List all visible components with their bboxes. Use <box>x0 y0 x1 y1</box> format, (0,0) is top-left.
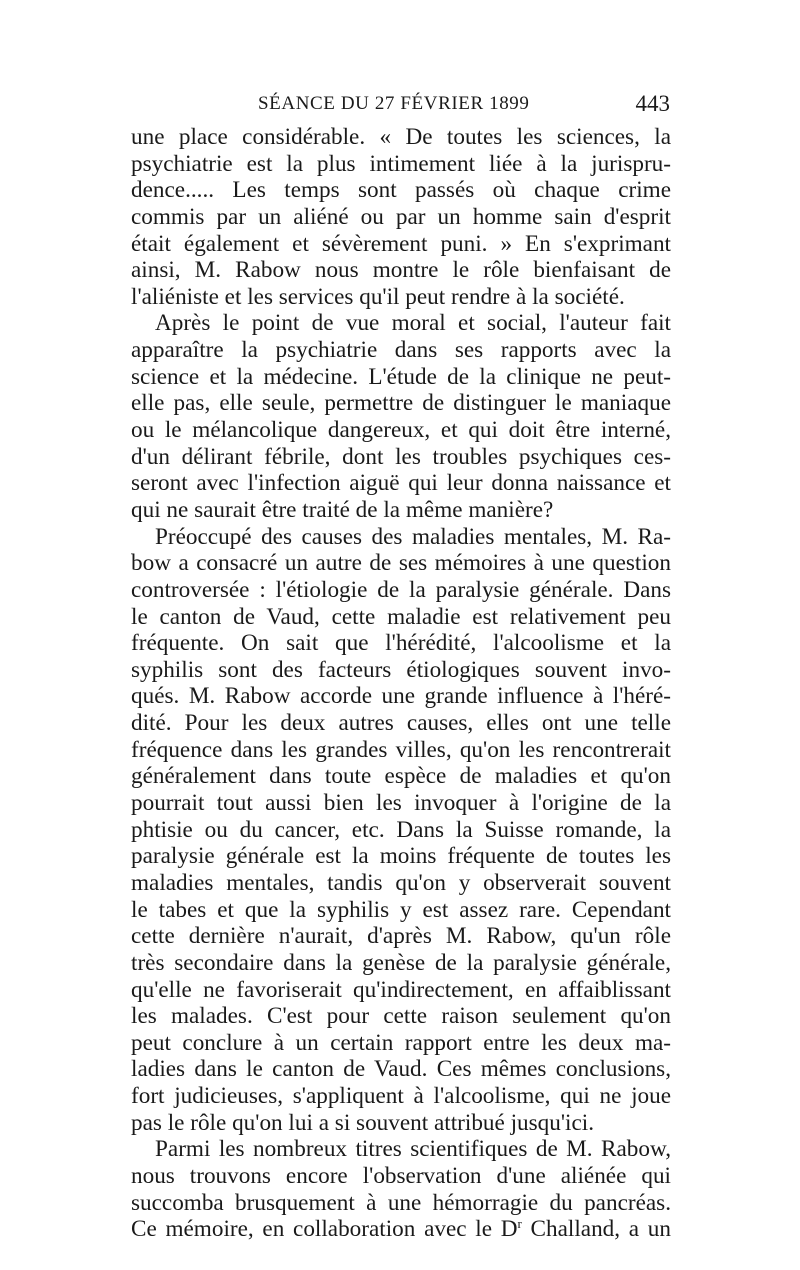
text-segment: Challand, a un <box>521 1216 671 1243</box>
body-text <box>131 124 671 1243</box>
text-line: était également et sévèrement puni. » En s'exprimant <box>131 230 671 257</box>
text-line: le tabes et que la syphilis y est assez rare. Cependant <box>131 896 671 923</box>
page-header <box>258 93 670 121</box>
text-line: dence..... Les temps sont passés où chaque crime <box>131 177 671 204</box>
text-line: qui ne saurait être traité de la même manière? <box>131 496 554 523</box>
text-line: succomba brusquement à une hémorragie du pancréas. <box>131 1189 671 1216</box>
text-line: apparaître la psychiatrie dans ses rapports avec la <box>131 337 671 364</box>
page-number: 443 <box>635 91 670 116</box>
text-line: controversée : l'étiologie de la paralysie générale. Dans <box>131 576 671 603</box>
text-line: l'aliéniste et les services qu'il peut rendre à la société. <box>131 283 625 310</box>
text-line: pas le rôle qu'on lui a si souvent attribué jusqu'ici. <box>131 1109 595 1136</box>
text-line: pourrait tout aussi bien les invoquer à l'origine de la <box>131 790 671 817</box>
text-line: ainsi, M. Rabow nous montre le rôle bienfaisant de <box>131 257 671 284</box>
text-line: paralysie générale est la moins fréquente de toutes les <box>131 843 671 870</box>
text-line: syphilis sont des facteurs étiologiques souvent invo- <box>131 656 671 683</box>
text-line: nous trouvons encore l'observation d'une aliénée qui <box>131 1162 671 1189</box>
text-line: ladies dans le canton de Vaud. Ces mêmes conclusions, <box>131 1056 671 1083</box>
text-line: bow a consacré un autre de ses mémoires à une question <box>131 550 671 577</box>
text-line: maladies mentales, tandis qu'on y observerait souvent <box>131 869 671 896</box>
text-line: seront avec l'infection aiguë qui leur donna naissance et <box>131 470 671 497</box>
text-line: les malades. C'est pour cette raison seulement qu'on <box>131 1003 671 1030</box>
text-line: d'un délirant fébrile, dont les troubles psychiques ces- <box>131 443 671 470</box>
text-line: commis par un aliéné ou par un homme sain d'esprit <box>131 203 671 230</box>
text-line: peut conclure à un certain rapport entre les deux ma- <box>131 1029 671 1056</box>
superscript: r <box>517 1216 522 1232</box>
text-line: phtisie ou du cancer, etc. Dans la Suisse romande, la <box>131 816 671 843</box>
text-segment: Ce mémoire, en collaboration avec le D <box>131 1216 518 1243</box>
text-line: elle pas, elle seule, permettre de distinguer le maniaque <box>131 390 671 417</box>
text-line: Préoccupé des causes des maladies mentales, M. Ra- <box>155 523 671 550</box>
text-line: ou le mélancolique dangereux, et qui doit être interné, <box>131 417 671 444</box>
text-line: une place considérable. « De toutes les sciences, la <box>131 124 671 150</box>
text-line: très secondaire dans la genèse de la paralysie générale, <box>131 949 671 976</box>
text-line <box>131 1216 671 1243</box>
text-line: qués. M. Rabow accorde une grande influence à l'héré- <box>131 683 671 710</box>
text-line: qu'elle ne favoriserait qu'indirectement, en affaiblissant <box>131 976 671 1003</box>
running-head: SÉANCE DU 27 FÉVRIER 1899 <box>258 93 530 114</box>
text-line: Parmi les nombreux titres scientifiques de M. Rabow, <box>155 1136 671 1163</box>
text-line: généralement dans toute espèce de maladies et qu'on <box>131 763 671 790</box>
text-line: fréquence dans les grandes villes, qu'on les rencontrerait <box>131 736 671 763</box>
text-line: fort judicieuses, s'appliquent à l'alcoolisme, qui ne joue <box>131 1083 671 1110</box>
text-line: cette dernière n'aurait, d'après M. Rabow, qu'un rôle <box>131 923 671 950</box>
text-line: dité. Pour les deux autres causes, elles ont une telle <box>131 710 671 737</box>
text-line: science et la médecine. L'étude de la clinique ne peut- <box>131 363 671 390</box>
text-line: fréquente. On sait que l'hérédité, l'alcoolisme et la <box>131 630 671 657</box>
text-line: psychiatrie est la plus intimement liée à la jurispru- <box>131 150 671 177</box>
text-line: Après le point de vue moral et social, l'auteur fait <box>155 310 671 337</box>
text-line: le canton de Vaud, cette maladie est relativement peu <box>131 603 671 630</box>
